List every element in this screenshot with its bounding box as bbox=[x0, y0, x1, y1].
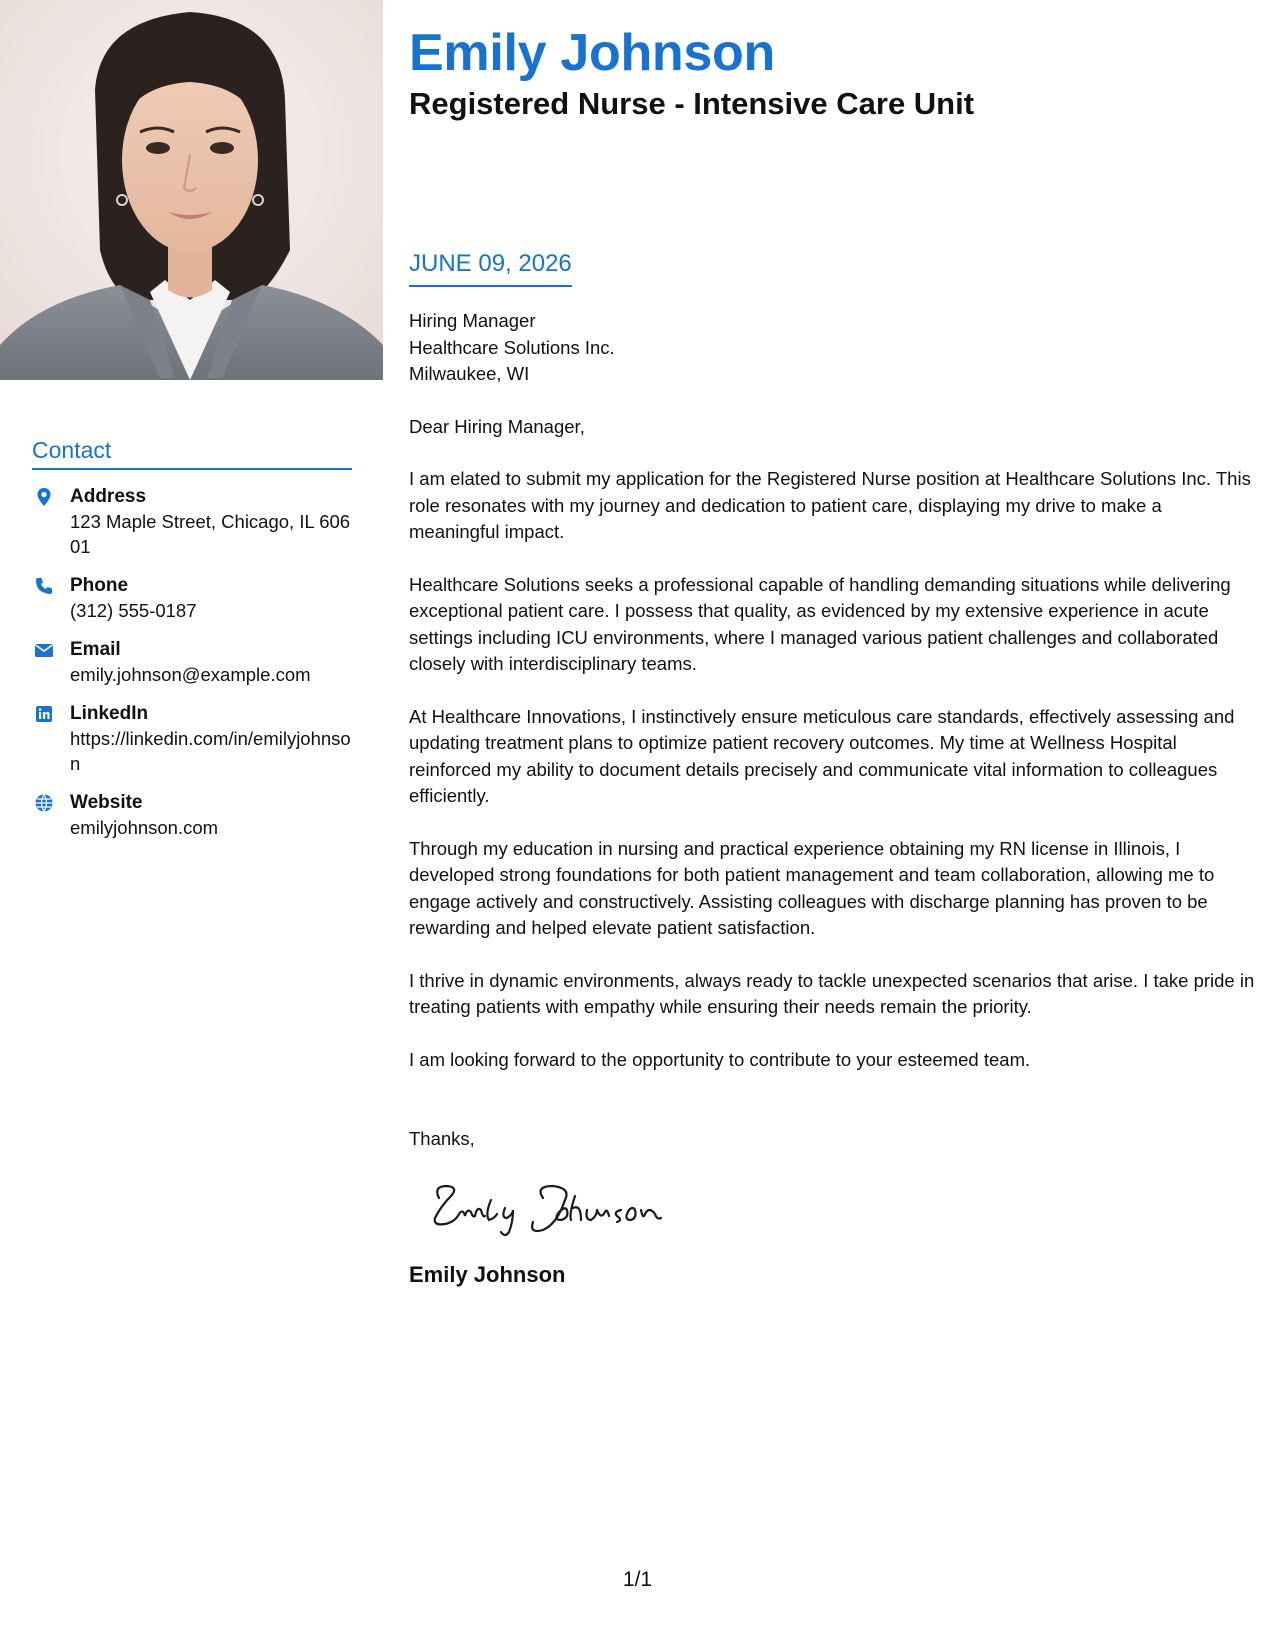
page-number: 1/1 bbox=[622, 1568, 653, 1591]
contact-sidebar bbox=[32, 437, 352, 854]
letter-paragraph: I thrive in dynamic environments, always ready to tackle unexpected scenarios that arise. I take pride in treating patients with empathy while ensuring their needs remain the priority. bbox=[409, 969, 1255, 1017]
letter-paragraph: Healthcare Solutions seeks a professional capable of handling demanding situations while delivering exceptional patient care. I possess that quality, as evidenced by my extensive experience in acute settings including ICU environments, where I managed various patient challenges and collaborated closely with interdisciplinary teams. bbox=[409, 573, 1231, 674]
salutation: Dear Hiring Manager, bbox=[409, 415, 585, 437]
recipient-block bbox=[409, 308, 1257, 388]
phone-icon bbox=[34, 576, 54, 596]
portrait-photo bbox=[0, 0, 383, 380]
applicant-name: Emily Johnson bbox=[409, 24, 775, 82]
profile-photo bbox=[0, 0, 383, 380]
contact-item-email bbox=[32, 637, 352, 687]
contact-value: emily.johnson@example.com bbox=[70, 664, 311, 685]
closing: Thanks, bbox=[409, 1128, 475, 1149]
contact-item-address bbox=[32, 484, 352, 559]
header bbox=[409, 22, 1259, 124]
letter-paragraph: Through my education in nursing and practical experience obtaining my RN license in Illinois, I developed strong foundations for both patient management and team collaboration, allowing me to engage actively and constructively. Assisting colleagues with discharge planning has proven to be rewarding and helped elevate patient satisfaction. bbox=[409, 837, 1215, 938]
recipient-line: Milwaukee, WI bbox=[409, 363, 530, 384]
letter-body bbox=[409, 308, 1257, 1073]
contact-value: 123 Maple Street, Chicago, IL 60601 bbox=[70, 511, 351, 557]
letter-date: JUNE 09, 2026 bbox=[409, 249, 572, 287]
contact-item-linkedin bbox=[32, 701, 352, 776]
contact-label: LinkedIn bbox=[70, 703, 149, 724]
recipient-line: Hiring Manager bbox=[409, 310, 536, 331]
contact-label: Phone bbox=[70, 575, 129, 596]
contact-value[interactable]: https://linkedin.com/in/emilyjohnson bbox=[70, 728, 351, 774]
contact-label: Address bbox=[70, 486, 147, 507]
contact-value[interactable]: emilyjohnson.com bbox=[70, 817, 219, 838]
contact-value: (312) 555-0187 bbox=[70, 600, 197, 621]
letter-paragraph: I am looking forward to the opportunity to contribute to your esteemed team. bbox=[409, 1048, 1031, 1070]
recipient-line: Healthcare Solutions Inc. bbox=[409, 336, 615, 358]
contact-label: Email bbox=[70, 639, 121, 660]
envelope-icon bbox=[34, 640, 54, 660]
location-pin-icon bbox=[34, 487, 54, 507]
contact-label: Website bbox=[70, 792, 143, 813]
contact-section-title: Contact bbox=[32, 437, 352, 470]
letter-paragraph: I am elated to submit my application for the Registered Nurse position at Healthcare Solutions Inc. This role resonates with my journey and dedication to patient care, displaying my drive to make a meaningful impact. bbox=[409, 468, 1251, 542]
signer-name: Emily Johnson bbox=[409, 1262, 566, 1287]
job-headline: Registered Nurse - Intensive Care Unit bbox=[409, 86, 975, 121]
linkedin-icon bbox=[34, 704, 54, 724]
contact-item-phone bbox=[32, 573, 352, 623]
globe-icon bbox=[34, 793, 54, 813]
contact-item-website bbox=[32, 790, 352, 840]
letter-paragraph: At Healthcare Innovations, I instinctively ensure meticulous care standards, effectively assessing and updating treatment plans to optimize patient recovery outcomes. My time at Wellness Hospital reinforced my ability to document details precisely and communicate vital information to colleagues efficiently. bbox=[409, 705, 1235, 806]
handwritten-signature bbox=[425, 1178, 685, 1238]
